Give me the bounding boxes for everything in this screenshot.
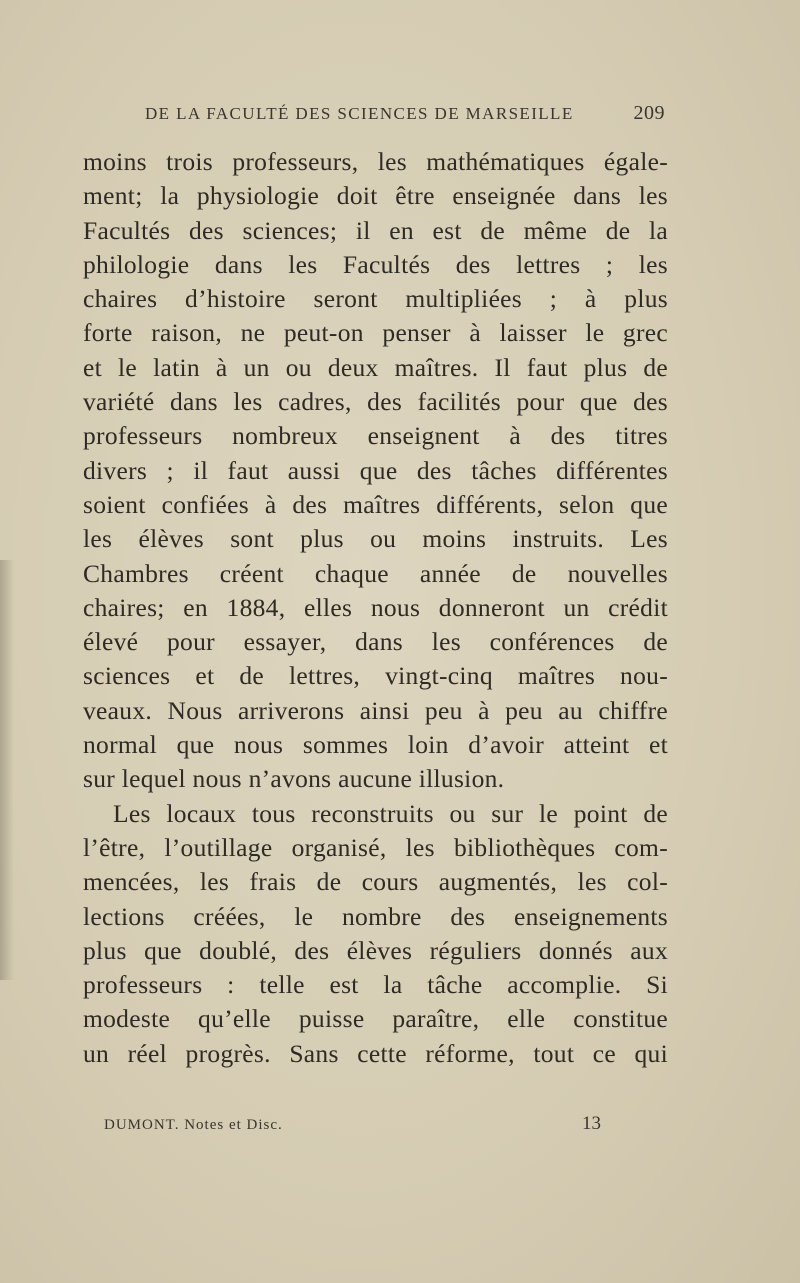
signature-mark: DUMONT. Notes et Disc. [104,1117,283,1133]
text-line: et le latin à un ou deux maîtres. Il faut plus de [83,352,668,382]
text-line: normal que nous sommes loin d’avoir atteint et [83,730,668,760]
text-line: soient confiées à des maîtres différents, selon que [83,489,668,519]
text-line: modeste qu’elle puisse paraître, elle constitue [83,1004,668,1034]
running-header [145,104,665,128]
text-line: élevé pour essayer, dans les conférences de [83,627,668,657]
text-line: ment; la physiologie doit être enseignée dans les [83,181,668,211]
page-number: 209 [633,102,665,124]
text-line: philologie dans les Facultés des lettres ; les [83,249,668,279]
body-text [83,145,668,1071]
text-line: mencées, les frais de cours augmentés, les col- [83,867,668,897]
text-line: veaux. Nous arriverons ainsi peu à peu au chiffre [83,695,668,725]
text-line: sciences et de lettres, vingt-cinq maîtres nou- [83,661,668,691]
text-line: divers ; il faut aussi que des tâches différentes [83,455,668,485]
text-line: les élèves sont plus ou moins instruits. Les [83,524,668,554]
text-line: Chambres créent chaque année de nouvelles [83,558,668,588]
text-line: professeurs : telle est la tâche accomplie. Si [83,970,668,1000]
text-line: moins trois professeurs, les mathématiques égale- [83,147,668,176]
binding-shadow [0,560,14,980]
text-line: un réel progrès. Sans cette réforme, tout ce qui [83,1038,668,1068]
sheet-number: 13 [582,1113,601,1134]
text-line: lections créées, le nombre des enseignements [83,901,668,931]
paragraph-end-line: sur lequel nous n’avons aucune illusion. [83,764,505,794]
text-line: professeurs nombreux enseignent à des titres [83,421,668,451]
text-line: chaires d’histoire seront multipliées ; à plus [83,284,668,314]
text-line: plus que doublé, des élèves réguliers donnés aux [83,935,668,965]
text-line: l’être, l’outillage organisé, les bibliothèques com- [83,832,668,862]
text-line: Facultés des sciences; il en est de même de la [83,215,668,245]
page-footer [104,1113,604,1139]
running-title: DE LA FACULTÉ DES SCIENCES DE MARSEILLE [145,104,574,123]
text-line: variété dans les cadres, des facilités pour que des [83,387,668,417]
text-line: chaires; en 1884, elles nous donneront un crédit [83,592,668,622]
text-line: forte raison, ne peut-on penser à laisser le grec [83,318,668,348]
paragraph-start-line: Les locaux tous reconstruits ou sur le point de [113,798,668,828]
